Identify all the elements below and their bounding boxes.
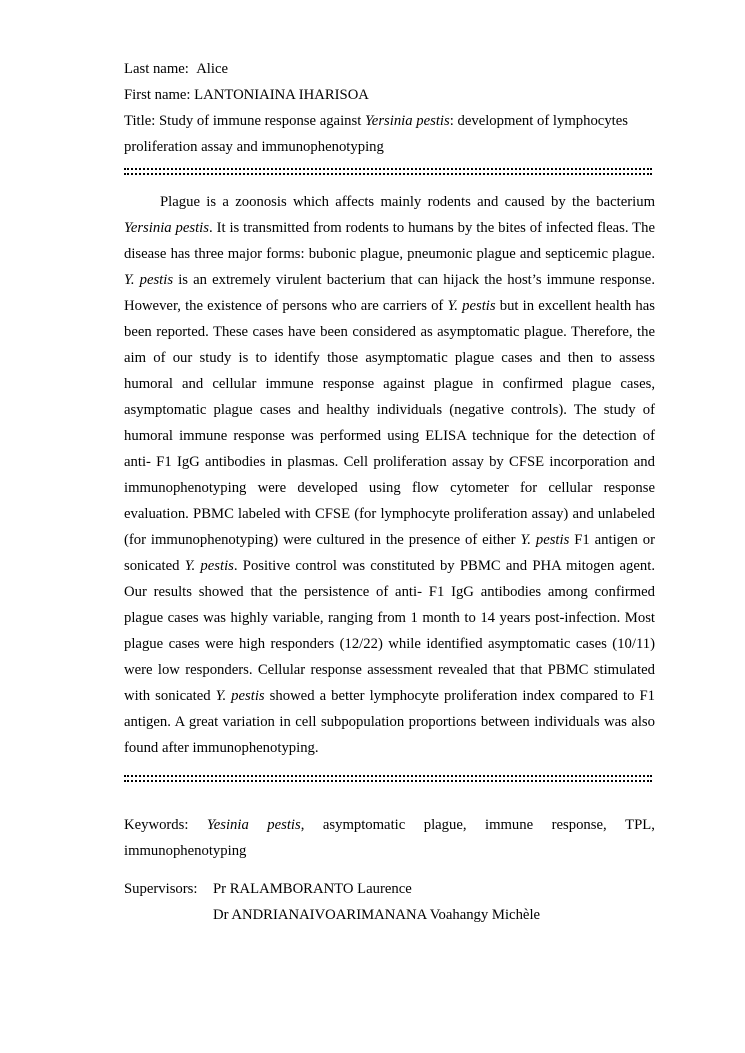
supervisor-row-1: [124, 876, 655, 902]
title-line: [124, 108, 655, 134]
title-line-2: proliferation assay and immunophenotyping: [124, 139, 384, 155]
keywords-line-1: [124, 812, 655, 838]
first-name-value: LANTONIAINA IHARISOA: [194, 87, 369, 103]
keywords-label: Keywords:: [124, 817, 189, 833]
first-name-line: [124, 82, 655, 108]
abstract-text-1b: . It is transmitted from rodents to humans by the bites of infected fleas. The disease has three major forms: bubonic plague, pneumonic plague and septicemic plague.: [124, 220, 655, 262]
keyword-comma: ,: [300, 817, 305, 833]
abstract-italic-5: Y. pestis: [184, 558, 234, 574]
abstract-text-5b: . Positive control was constituted by PBMC and PHA mitogen agent. Our results showed that the persistence of anti- F1 IgG antibodies among confirmed plague cases was highly variable, ranging from 1 month to 14 years post-infection. Most plague cases were high responders (12/22) while identified asymptomatic cases (10/11) were low responders. Cellular response assessment revealed that that PBMC stimulated with sonicated: [124, 558, 655, 704]
keyword-yesinia: Yesinia: [206, 817, 249, 833]
supervisor-2: Dr ANDRIANAIVOARIMANANA Voahangy Michèle: [213, 907, 541, 923]
keyword-immune: immune: [485, 817, 534, 833]
abstract-text-1a: Plague is a zoonosis which affects mainly rodents and caused by the bacterium: [160, 194, 655, 210]
abstract-text-4b: F1 antigen or sonicated: [124, 532, 656, 574]
keywords-line-2: immunophenotyping: [124, 843, 247, 859]
abstract-text-2b: is an extremely virulent bacterium that can hijack the host’s immune response. However, the existence of persons who are carriers of: [124, 272, 655, 314]
supervisor-row-2: [124, 902, 655, 928]
abstract-italic-1: Yersinia pestis: [124, 220, 209, 236]
abstract-italic-6: Y. pestis: [215, 688, 265, 704]
first-name-label: First name:: [124, 87, 191, 103]
title-part-2: : development of lymphocytes: [449, 113, 628, 129]
title-part-1: Study of immune response against: [158, 113, 362, 129]
keyword-response: response,: [551, 817, 607, 833]
keyword-asymptomatic: asymptomatic: [322, 817, 406, 833]
abstract-italic-3: Y. pestis: [447, 298, 496, 314]
dotted-separator-bottom: [124, 775, 652, 782]
supervisor-1: Pr RALAMBORANTO Laurence: [213, 881, 412, 897]
last-name-line: [124, 56, 655, 82]
thesis-abstract-page: [124, 56, 655, 928]
abstract-italic-2: Y. pestis: [124, 272, 174, 288]
last-name-value: Alice: [196, 61, 229, 77]
abstract-text-6b: showed a better lymphocyte proliferation index compared to F1 antigen. A great variation in cell subpopulation proportions between individuals was also found after immunophenotyping.: [124, 688, 655, 756]
last-name-label: Last name:: [124, 61, 189, 77]
abstract-italic-4: Y. pestis: [520, 532, 570, 548]
abstract-paragraph: [124, 189, 655, 761]
abstract-text-3b: but in excellent health has been reported. These cases have been considered as asymptomatic plague. Therefore, the aim of our study is to identify those asymptomatic plague cases and then to assess humoral and cellular immune response against plague in confirmed plague cases, asymptomatic plague cases and healthy individuals (negative controls). The study of humoral immune response was performed using ELISA technique for the detection of anti- F1 IgG antibodies in plasmas. Cell proliferation assay by CFSE incorporation and immunophenotyping were developed using flow cytometer for cellular response evaluation. PBMC labeled with CFSE (for lymphocyte proliferation assay) and unlabeled (for immunophenotyping) were cultured in the presence of either: [124, 298, 656, 548]
title-label: Title:: [124, 113, 156, 129]
keyword-pestis: pestis: [267, 817, 301, 833]
supervisor-row-2-spacer: [124, 902, 213, 928]
dotted-separator-top: [124, 168, 652, 175]
supervisors-block: [124, 876, 655, 928]
keyword-pestis-group: [267, 812, 304, 838]
keyword-tpl: TPL,: [625, 817, 655, 833]
title-italic-species: Yersinia pestis: [364, 113, 450, 129]
keyword-plague: plague,: [423, 817, 467, 833]
supervisors-label: Supervisors:: [124, 881, 198, 897]
